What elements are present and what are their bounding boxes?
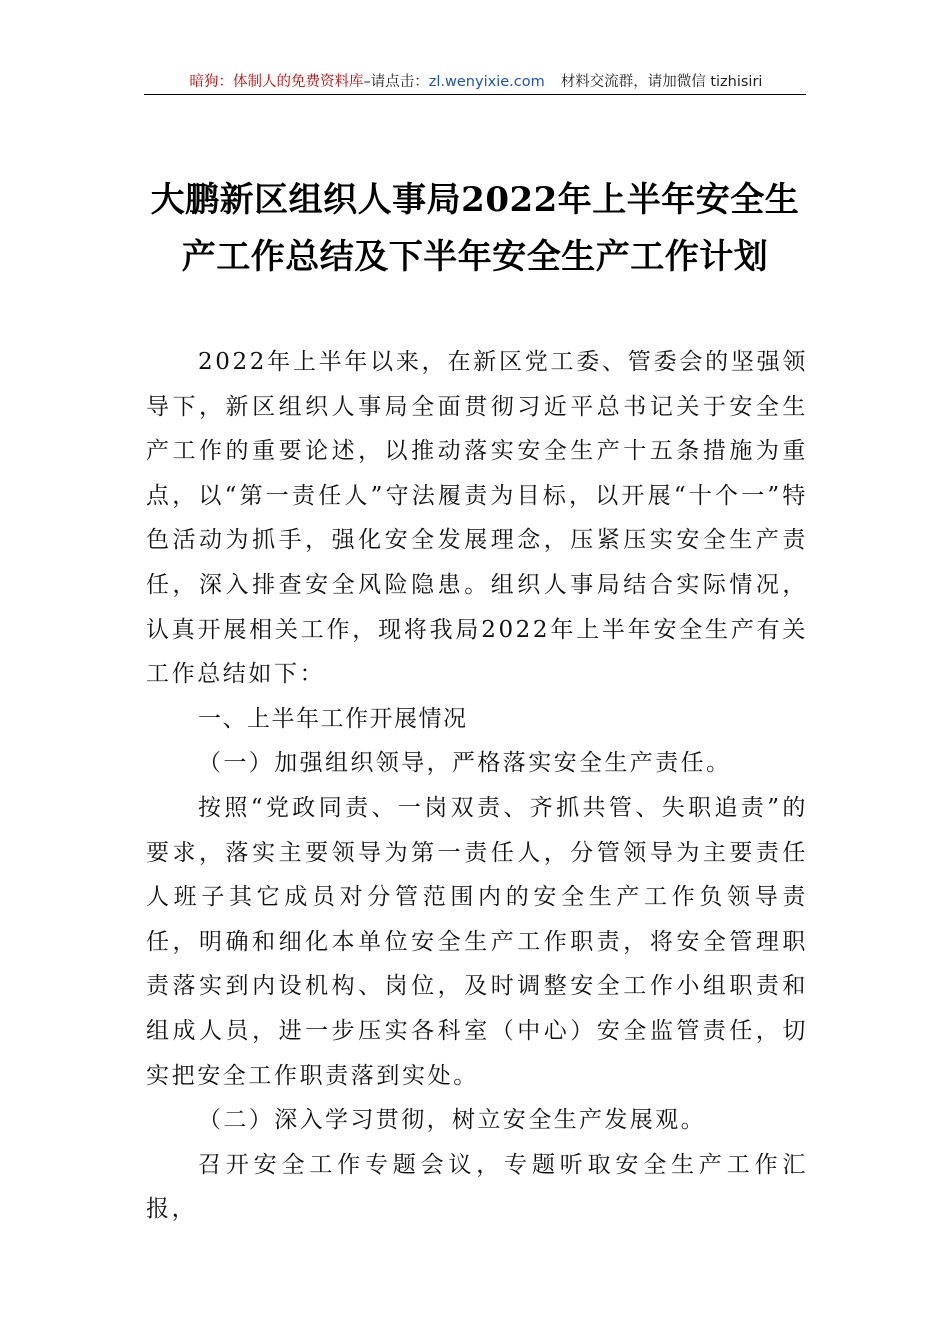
intro-paragraph: 2022年上半年以来，在新区党工委、管委会的坚强领导下，新区组织人事局全面贯彻习近平总书记关于安全生产工作的重要论述，以推动落实安全生产十五条措施为重点，以“第一责任人”守法履责为目标，以开展“十个一”特色活动为抓手，强化安全发展理念，压紧压实安全生产责任，深入排查安全风险隐患。组织人事局结合实际情况，认真开展相关工作，现将我局2022年上半年安全生产有关工作总结如下： [146, 349, 808, 688]
document-title [120, 172, 830, 286]
sub-heading-2: （二）深入学习贯彻，树立安全生产发展观。 [198, 1107, 706, 1134]
document-body [146, 340, 808, 1232]
header-group-note: 材料交流群，请加微信 tizhisiri [560, 74, 763, 90]
header-url-link[interactable]: zl.wenyixie.com [428, 74, 545, 90]
page-header [146, 70, 806, 94]
section-heading-1: 一、上半年工作开展情况 [198, 705, 468, 732]
header-brand: 暗狗：体制人的免费资料库 [189, 74, 364, 90]
title-line-2: 产工作总结及下半年安全生产工作计划 [181, 237, 769, 277]
header-divider [144, 94, 806, 95]
sub2-paragraph: 召开安全工作专题会议，专题听取安全生产工作汇报， [146, 1151, 808, 1223]
sub1-paragraph: 按照“党政同责、一岗双责、齐抓共管、失职追责”的要求，落实主要领导为第一责任人，分管领导为主要责任人班子其它成员对分管范围内的安全生产工作负领导责任，明确和细化本单位安全生产工作职责，将安全管理职责落实到内设机构、岗位，及时调整安全工作小组职责和组成人员，进一步压实各科室（中心）安全监管责任，切实把安全工作职责落到实处。 [146, 794, 808, 1089]
sub-heading-1: （一）加强组织领导，严格落实安全生产责任。 [198, 750, 732, 777]
title-line-1: 大鹏新区组织人事局2022年上半年安全生 [150, 180, 800, 220]
header-prompt: –请点击： [363, 74, 429, 90]
